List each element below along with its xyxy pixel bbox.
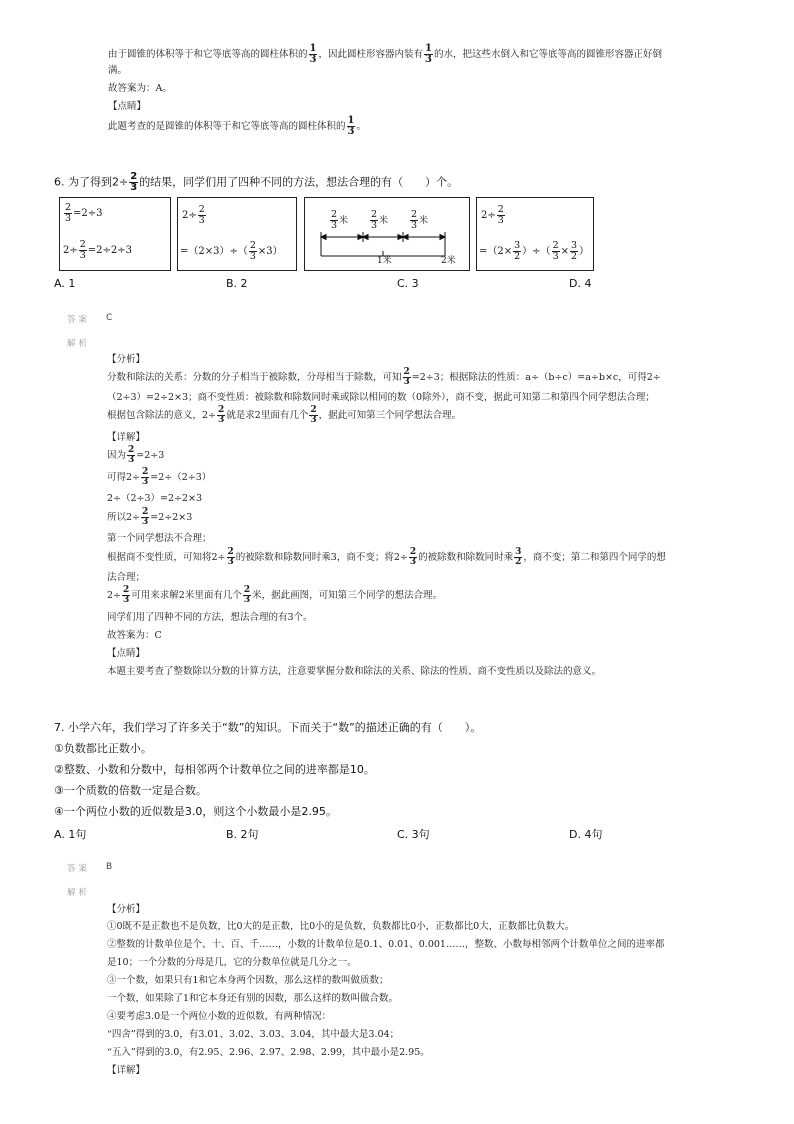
q6-analysis-line: 【点睛】: [107, 648, 146, 659]
q6-analysis-line: 【详解】: [107, 432, 146, 443]
q7-answer-label: 答案: [67, 864, 91, 874]
prev-line-4: 【点睛】: [108, 101, 147, 112]
fraction-one-third: $\frac{1}{3}$: [425, 43, 432, 65]
fraction-one-third: $\frac{1}{3}$: [347, 115, 355, 137]
q6-answer-label: 答案: [67, 315, 91, 325]
q7-analysis-line: ③一个数，如果只有1和它本身两个因数，那么这样的数叫做质数；: [107, 975, 389, 986]
q7-statement-4: ④一个两位小数的近似数是3.0，则这个小数最小是2.95。: [54, 805, 337, 818]
q6-option-b: B. 2: [226, 277, 248, 290]
q7-statement-3: ③一个质数的倍数一定是合数。: [54, 784, 207, 797]
q6-analysis-line: 2÷ $\frac{2}{3}$ 可用来求解2米里面有几个 $\frac{2}{3}$ 米，据此画图，可知第三个同学的想法合理。: [107, 585, 443, 605]
q7-analysis-line: ①0既不是正数也不是负数，比0大的是正数，比0小的是负数，负数都比0小，正数都比0大，正数都比负数大。: [107, 921, 575, 932]
q6-analysis-line: 第一个同学想法不合理；: [107, 533, 212, 544]
q7-statement-2: ②整数、小数和分数中，每相邻两个计数单位之间的进率都是10。: [54, 763, 375, 776]
q6-option-d: D. 4: [569, 277, 592, 290]
q6-stem: 6. 为了得到2÷ $\frac{2}{3}$ 的结果，同学们用了四种不同的方法，想法合理的有（ ）个。: [54, 171, 459, 193]
prev-line-2: 满。: [108, 65, 128, 76]
q7-option-d: D. 4句: [569, 828, 603, 841]
q7-stem: 7. 小学六年，我们学习了许多关于“数”的知识。下而关于“数”的描述正确的有（ ）。: [54, 721, 482, 734]
q6-option-c: C. 3: [397, 277, 419, 290]
q7-option-b: B. 2句: [226, 828, 259, 841]
q7-analysis-line: 一个数，如果除了1和它本身还有别的因数，那么这样的数叫做合数。: [107, 993, 399, 1004]
q7-analysis-line: “四舍”得到的3.0，有3.01、3.02、3.03、3.04，其中最大是3.04；: [107, 1029, 400, 1040]
q6-analysis-line: 根据商不变性质，可知将2÷ $\frac{2}{3}$ 的被除数和除数同时乘3，商不变；将2÷ $\frac{2}{3}$ 的被除数和除数同时乘 $\frac{3}{2}$ ，商不变；第二和第四个同学的想: [107, 547, 666, 567]
q7-answer-value: B: [106, 862, 113, 872]
q6-analysis-line: 同学们用了四种不同的方法，想法合理的有3个。: [107, 612, 313, 623]
q7-analysis-label: 解析: [67, 888, 91, 898]
q7-statement-1: ①负数都比正数小。: [54, 742, 152, 755]
q6-analysis-line: 所以2÷ $\frac{2}{3}$ =2÷2×3: [107, 507, 193, 527]
q7-option-c: C. 3句: [397, 828, 430, 841]
q7-analysis-line: 是10；一个分数的分母是几，它的分数单位就是几分之一。: [107, 957, 357, 968]
q6-method-box-3: $\frac{2}{3}$ 米 $\frac{2}{3}$ 米 $\frac{2}{3}$ 米 1米 2米: [304, 197, 470, 271]
fraction-one-third: $\frac{1}{3}$: [309, 43, 317, 65]
q7-analysis-line: ②整数的计数单位是个、十、百、千……，小数的计数单位是0.1、0.01、0.001……，整数、小数每相邻两个计数单位之间的进率都: [107, 939, 665, 950]
q6-option-a: A. 1: [54, 277, 76, 290]
q6-analysis-line: 根据包含除法的意义，2÷ $\frac{2}{3}$ 就是求2里面有几个 $\frac{2}{3}$ ，据此可知第三个同学想法合理。: [107, 405, 462, 425]
q6-analysis-line: 分数和除法的关系：分数的分子相当于被除数，分母相当于除数，可知 $\frac{2}{3}$ =2÷3；根据除法的性质：a÷（b÷c）=a÷b×c，可得2÷: [107, 367, 661, 387]
q7-analysis-line: 【详解】: [107, 1065, 146, 1076]
q6-method-box-2: 2÷ $\frac{2}{3}$ =（2×3）÷（ $\frac{2}{3}$ ×3）: [177, 197, 297, 271]
q7-analysis-line: “五入”得到的3.0，有2.95、2.96、2.97、2.98、2.99，其中最小是2.95。: [107, 1047, 430, 1058]
prev-line-3: 故答案为：A。: [108, 83, 172, 94]
q6-analysis-line: 可得2÷ $\frac{2}{3}$ =2÷（2÷3）: [107, 467, 212, 487]
q7-option-a: A. 1句: [54, 828, 87, 841]
q7-analysis-line: 【分析】: [107, 904, 146, 915]
q6-analysis-line: 本题主要考查了整数除以分数的计算方法，注意要掌握分数和除法的关系、除法的性质、商不变性质以及除法的意义。: [107, 666, 602, 677]
fraction-two-thirds: $\frac{2}{3}$: [130, 171, 138, 193]
q6-analysis-line: （2÷3）=2÷2×3；商不变性质：被除数和除数同时乘或除以相同的数（0除外），商不变，据此可知第二和第四个同学想法合理；: [107, 392, 655, 403]
q6-answer-value: C: [106, 313, 113, 323]
prev-line-5: 此题考查的是圆锥的体积等于和它等底等高的圆柱体积的 $\frac{1}{3}$ 。: [108, 115, 366, 137]
prev-line-1: 由于圆锥的体积等于和它等底等高的圆柱体积的 $\frac{1}{3}$ ，因此圆柱形容器内装有 $\frac{1}{3}$ 的水，把这些水倒入和它等底等高的圆锥形容器正好倒: [108, 43, 662, 65]
q6-analysis-line: 故答案为：C: [107, 630, 162, 641]
q6-analysis-label: 解析: [67, 339, 91, 349]
q7-analysis-line: ④要考虑3.0是一个两位小数的近似数，有两种情况：: [107, 1011, 332, 1022]
q6-analysis-line: 法合理；: [107, 572, 146, 583]
q6-method-box-1: $\frac{2}{3}$ =2÷3 2÷ $\frac{2}{3}$ =2÷2÷3: [59, 197, 171, 271]
q6-analysis-line: 【分析】: [107, 354, 146, 365]
q6-analysis-line: 2÷（2÷3）=2÷2×3: [107, 493, 203, 504]
q6-analysis-line: 因为 $\frac{2}{3}$ =2÷3: [107, 445, 165, 465]
q6-method-box-4: 2÷ $\frac{2}{3}$ =（2× $\frac{3}{2}$ ）÷（ $\frac{2}{3}$ × $\frac{3}{2}$ ）: [476, 197, 594, 271]
